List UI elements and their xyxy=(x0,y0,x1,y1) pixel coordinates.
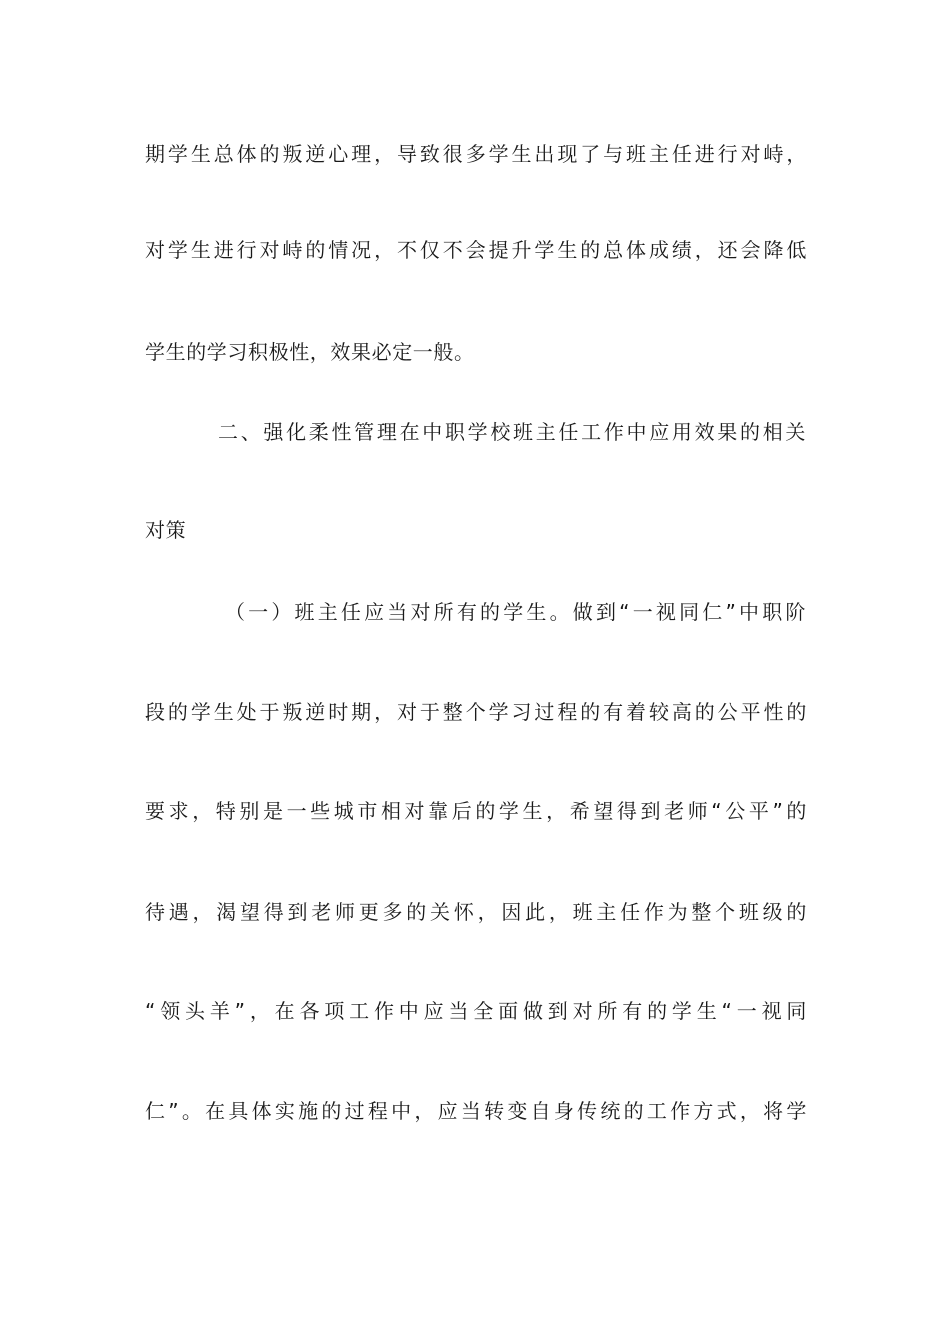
paragraph-line: “领头羊”，在各项工作中应当全面做到对所有的学生“一视同 xyxy=(145,999,807,1023)
section-heading-line: 二、强化柔性管理在中职学校班主任工作中应用效果的相关 xyxy=(218,420,806,444)
paragraph-line: 对学生进行对峙的情况，不仅不会提升学生的总体成绩，还会降低 xyxy=(145,238,807,262)
subsection-heading-line: （一）班主任应当对所有的学生。做到“一视同仁”中职阶 xyxy=(225,600,806,624)
paragraph-line: 期学生总体的叛逆心理，导致很多学生出现了与班主任进行对峙， xyxy=(145,142,807,166)
paragraph-line: 待遇，渴望得到老师更多的关怀，因此，班主任作为整个班级的 xyxy=(145,900,807,924)
paragraph-line: 仁”。在具体实施的过程中，应当转变自身传统的工作方式，将学 xyxy=(145,1099,807,1123)
paragraph-line: 学生的学习积极性，效果必定一般。 xyxy=(145,340,475,364)
paragraph-line: 段的学生处于叛逆时期，对于整个学习过程的有着较高的公平性的 xyxy=(145,700,807,724)
section-heading-line: 对策 xyxy=(145,518,187,542)
paragraph-line: 要求，特别是一些城市相对靠后的学生，希望得到老师“公平”的 xyxy=(145,799,807,823)
